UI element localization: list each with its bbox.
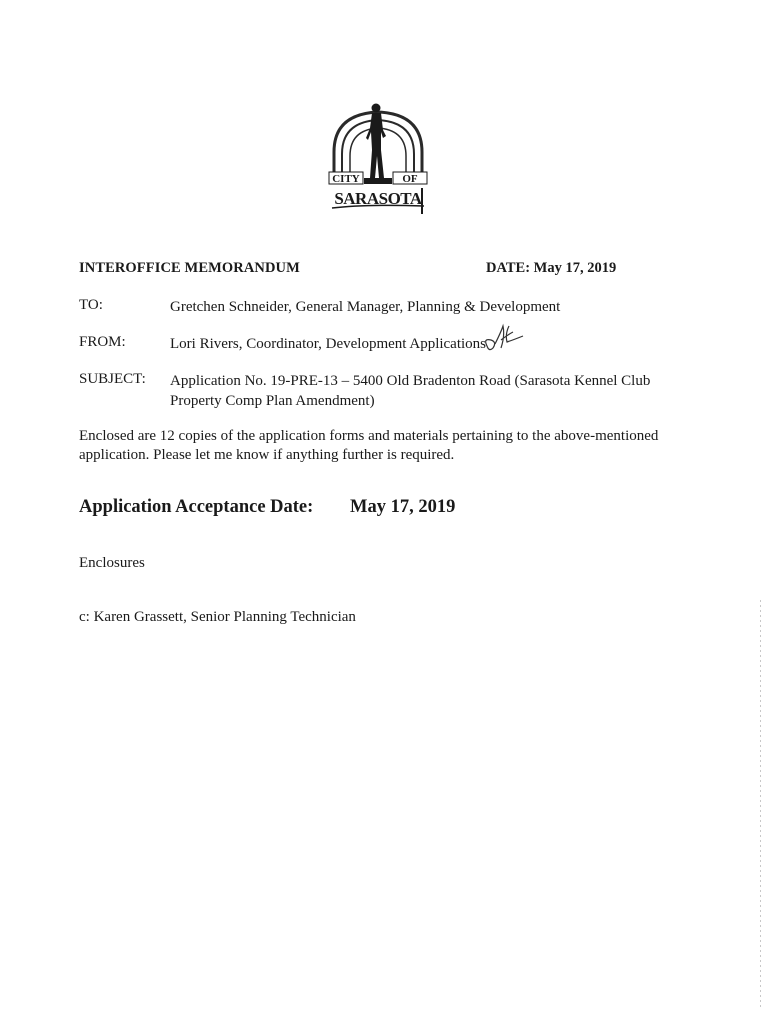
- to-value: Gretchen Schneider, General Manager, Planning & Development: [170, 299, 561, 315]
- cc-line: c: Karen Grassett, Senior Planning Technician: [79, 609, 356, 625]
- from-value: Lori Rivers, Coordinator, Development Applications: [170, 336, 487, 352]
- subject-value: [170, 371, 670, 411]
- handwritten-initials-signature-icon: [483, 322, 529, 354]
- logo-city-text: CITY: [332, 173, 360, 185]
- acceptance-date-value: May 17, 2019: [350, 497, 456, 517]
- subject-label: SUBJECT:: [79, 371, 146, 387]
- body-line-2: application. Please let me know if anything further is required.: [79, 447, 455, 463]
- body-line-1: Enclosed are 12 copies of the application forms and materials pertaining to the above-mentioned: [79, 428, 659, 444]
- memo-body: [79, 427, 679, 465]
- to-label: TO:: [79, 297, 103, 313]
- subject-line-1: Application No. 19-PRE-13 – 5400 Old Bradenton Road (Sarasota Kennel Club: [170, 373, 651, 389]
- logo-of-text: OF: [402, 173, 418, 185]
- logo-sarasota-text: SARASOTA: [334, 189, 422, 208]
- city-seal-logo: [326, 100, 430, 224]
- from-label: FROM:: [79, 334, 126, 350]
- subject-line-2: Property Comp Plan Amendment): [170, 393, 375, 409]
- memo-date: DATE: May 17, 2019: [486, 260, 617, 276]
- enclosures-note: Enclosures: [79, 555, 145, 571]
- city-of-sarasota-seal-icon: [326, 100, 430, 224]
- scan-edge-line: [760, 600, 761, 1010]
- acceptance-date-label: Application Acceptance Date:: [79, 497, 314, 517]
- memo-title: INTEROFFICE MEMORANDUM: [79, 260, 300, 276]
